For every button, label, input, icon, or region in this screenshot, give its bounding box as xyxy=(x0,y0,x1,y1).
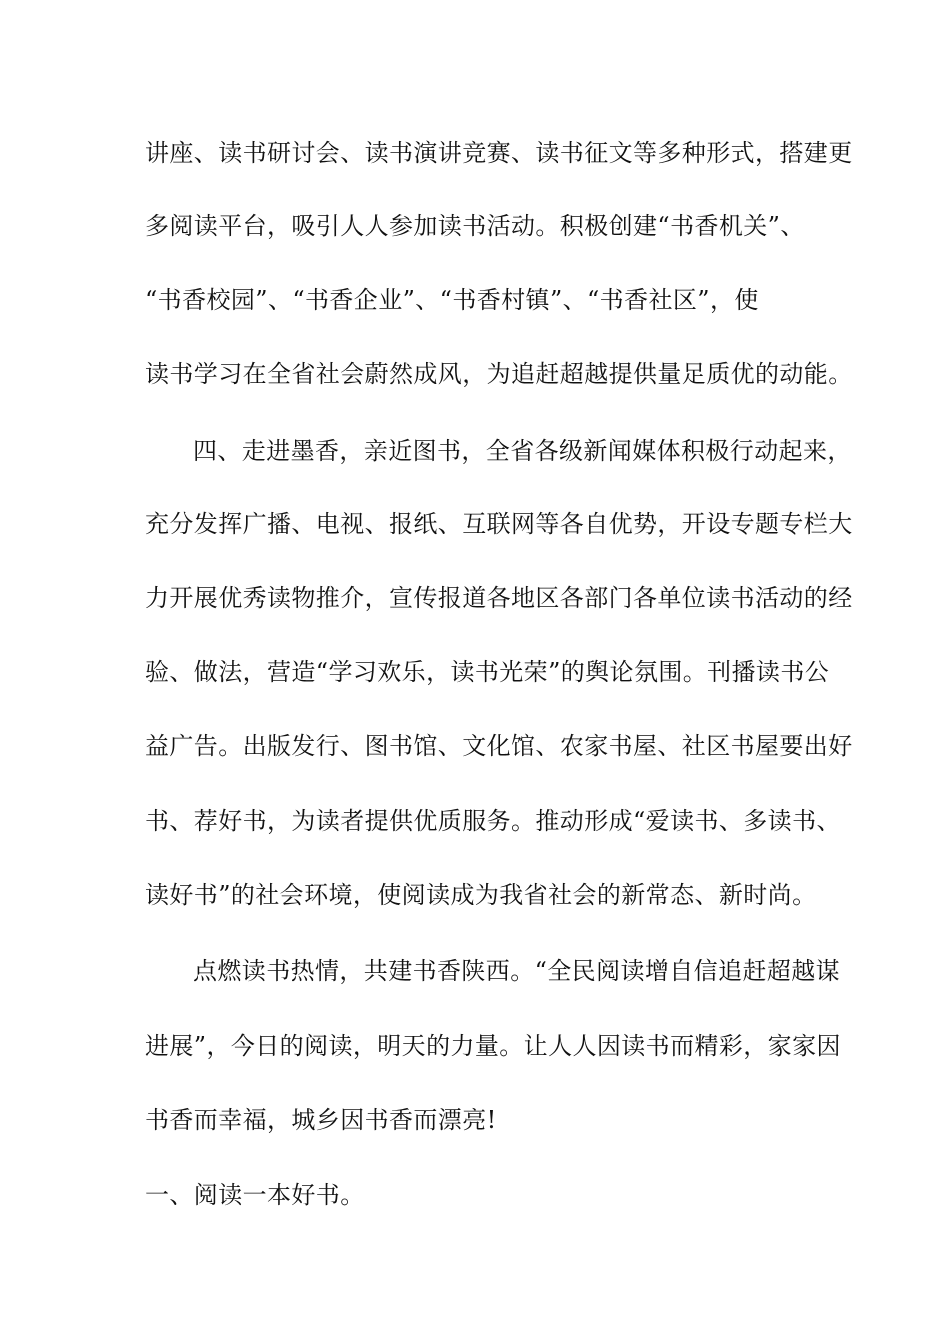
text-line: 读书学习在全省社会蔚然成风，为追赶超越提供量足质优的动能。 xyxy=(145,360,853,388)
text-line: 讲座、读书研讨会、读书演讲竞赛、读书征文等多种形式，搭建更 xyxy=(145,139,853,167)
text-line: 力开展优秀读物推介，宣传报道各地区各部门各单位读书活动的经 xyxy=(145,584,853,612)
text-line: “书香校园”、“书香企业”、“书香村镇”、“书香社区”，使 xyxy=(145,286,759,314)
text-line: 书、荐好书，为读者提供优质服务。推动形成“爱读书、多读书、 xyxy=(145,807,841,835)
paragraph-start-line: 四、走进墨香，亲近图书，全省各级新闻媒体积极行动起来， xyxy=(193,437,852,465)
text-line: 验、做法，营造“学习欢乐，读书光荣”的舆论氛围。刊播读书公 xyxy=(145,658,830,686)
text-line: 进展”，今日的阅读，明天的力量。让人人因读书而精彩，家家因 xyxy=(145,1032,841,1060)
text-line: 充分发挥广播、电视、报纸、互联网等各自优势，开设专题专栏大 xyxy=(145,510,853,538)
text-line: 读好书”的社会环境，使阅读成为我省社会的新常态、新时尚。 xyxy=(145,881,817,909)
text-line: 多阅读平台，吸引人人参加读书活动。积极创建“书香机关”、 xyxy=(145,212,805,240)
paragraph-start-line: 点燃读书热情，共建书香陕西。“全民阅读增自信追赶超越谋 xyxy=(193,957,841,985)
text-line: 书香而幸福，城乡因书香而漂亮! xyxy=(145,1106,497,1134)
section-heading: 一、阅读一本好书。 xyxy=(145,1181,365,1209)
text-line: 益广告。出版发行、图书馆、文化馆、农家书屋、社区书屋要出好 xyxy=(145,732,853,760)
